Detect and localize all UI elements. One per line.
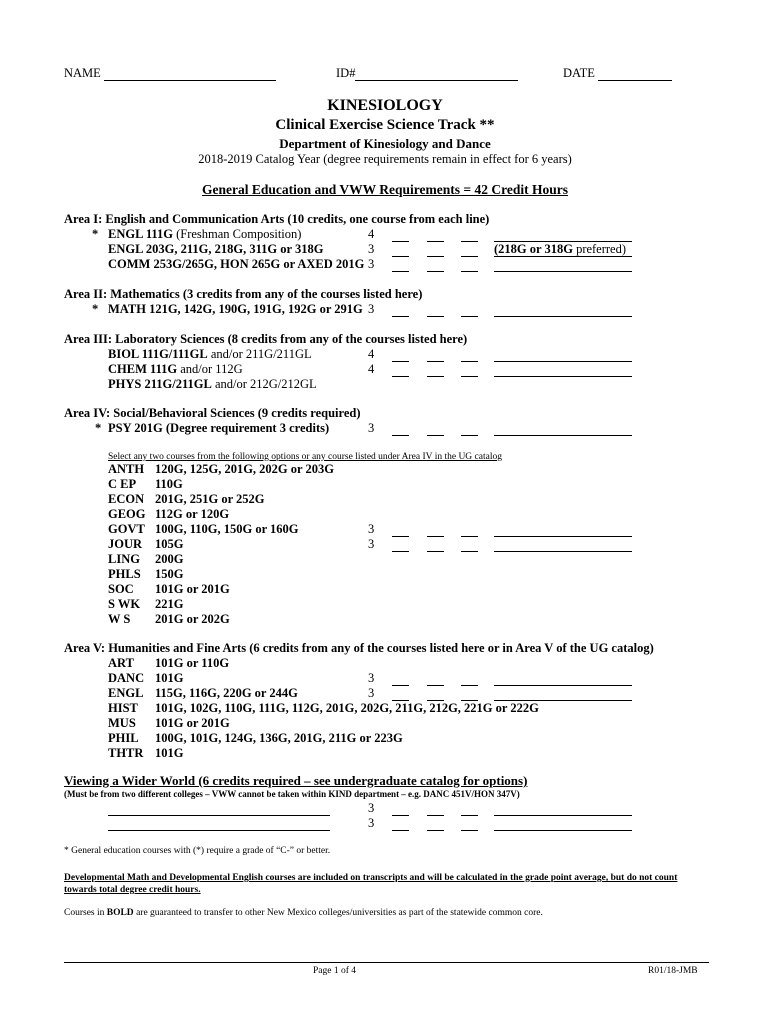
vww-heading: Viewing a Wider World (6 credits required – see undergraduate catalog for options) xyxy=(64,773,528,788)
semester-blank[interactable] xyxy=(392,536,409,537)
grade-footnote: * General education courses with (*) require a grade of “C-” or better. xyxy=(64,846,331,856)
course-line[interactable] xyxy=(494,316,632,317)
grade-blank[interactable] xyxy=(427,241,444,242)
area5-credits-2: 3 xyxy=(368,686,375,700)
area2-course: MATH 121G, 142G, 190G, 191G, 192G or 291G xyxy=(108,302,363,316)
hours-blank[interactable] xyxy=(461,815,478,816)
area2-star: * xyxy=(92,302,99,316)
date-field[interactable] xyxy=(598,80,672,81)
vww-credits-2: 3 xyxy=(368,816,375,830)
semester-blank[interactable] xyxy=(392,700,409,701)
hours-blank[interactable] xyxy=(461,256,478,257)
area1-preferred-note: (218G or 318G preferred) xyxy=(494,242,627,256)
semester-blank[interactable] xyxy=(392,376,409,377)
area4-credits-2: 3 xyxy=(368,537,375,551)
area5-credits-1: 3 xyxy=(368,671,375,685)
course-line[interactable] xyxy=(494,271,632,272)
hours-blank[interactable] xyxy=(461,551,478,552)
area4-course-codes: ANTH C EP ECON GEOG GOVT JOUR LING PHLS SOC S WK W S xyxy=(108,462,146,626)
grade-blank[interactable] xyxy=(427,316,444,317)
area5-heading: Area V: Humanities and Fine Arts (6 credits from any of the courses listed here or in Area V of the UG catalog) xyxy=(64,641,654,655)
section-heading: General Education and VWW Requirements = 42 Credit Hours xyxy=(202,182,568,197)
course-line[interactable] xyxy=(494,361,632,362)
area4-psy: PSY 201G (Degree requirement 3 credits) xyxy=(108,421,330,435)
grade-blank[interactable] xyxy=(427,815,444,816)
revision-code: R01/18-JMB xyxy=(648,966,698,976)
grade-blank[interactable] xyxy=(427,551,444,552)
hours-blank[interactable] xyxy=(461,316,478,317)
vww-credits-1: 3 xyxy=(368,801,375,815)
course-line[interactable] xyxy=(494,241,632,242)
developmental-footnote: Developmental Math and Developmental English courses are included on transcripts and will be calculated in the grade point average, but do not count towards total degree credit hours. xyxy=(64,873,678,895)
area2-heading: Area II: Mathematics (3 credits from any of the courses listed here) xyxy=(64,287,423,301)
semester-blank[interactable] xyxy=(392,361,409,362)
course-line[interactable] xyxy=(494,685,632,686)
area3-credits-2: 4 xyxy=(368,362,375,376)
vww-course-line[interactable] xyxy=(108,815,330,816)
department-title: Department of Kinesiology and Dance xyxy=(279,136,491,151)
course-line[interactable] xyxy=(494,551,632,552)
hours-blank[interactable] xyxy=(461,376,478,377)
name-field[interactable] xyxy=(104,80,276,81)
vww-note: (Must be from two different colleges – VWW cannot be taken within KIND department – e.g. DANC 451V/HON 347V) xyxy=(64,789,520,799)
area3-credits-1: 4 xyxy=(368,347,375,361)
grade-blank[interactable] xyxy=(427,700,444,701)
hours-blank[interactable] xyxy=(461,361,478,362)
area1-row-1: ENGL 111G (Freshman Composition) xyxy=(108,227,302,241)
grade-blank[interactable] xyxy=(427,376,444,377)
semester-blank[interactable] xyxy=(392,271,409,272)
hours-blank[interactable] xyxy=(461,685,478,686)
vww-course-line[interactable] xyxy=(108,830,330,831)
course-line[interactable] xyxy=(494,815,632,816)
semester-blank[interactable] xyxy=(392,815,409,816)
footer-divider xyxy=(64,962,709,963)
area4-credits-1: 3 xyxy=(368,522,375,536)
hours-blank[interactable] xyxy=(461,241,478,242)
grade-blank[interactable] xyxy=(427,361,444,362)
area1-star-1: * xyxy=(92,227,99,241)
area5-course-codes: ART DANC ENGL HIST MUS PHIL THTR xyxy=(108,656,145,760)
area4-heading: Area IV: Social/Behavioral Sciences (9 credits required) xyxy=(64,406,361,420)
hours-blank[interactable] xyxy=(461,435,478,436)
id-field[interactable] xyxy=(355,80,518,81)
hours-blank[interactable] xyxy=(461,830,478,831)
hours-blank[interactable] xyxy=(461,271,478,272)
grade-blank[interactable] xyxy=(427,536,444,537)
course-line[interactable] xyxy=(494,536,632,537)
id-label: ID# xyxy=(336,66,356,80)
catalog-year: 2018-2019 Catalog Year (degree requirements remain in effect for 6 years) xyxy=(198,152,572,166)
area3-row-3: PHYS 211G/211GL and/or 212G/212GL xyxy=(108,377,317,391)
area5-course-lists: 101G or 110G 101G 115G, 116G, 220G or 244G 101G, 102G, 110G, 111G, 112G, 201G, 202G, 211G, 212G, 221G or 222G 101G or 201G 100G, 101G, 124G, 136G, 201G, 211G or 223G 101G xyxy=(155,656,539,760)
area3-row-2: CHEM 111G and/or 112G xyxy=(108,362,243,376)
semester-blank[interactable] xyxy=(392,551,409,552)
date-label: DATE xyxy=(563,66,595,80)
grade-blank[interactable] xyxy=(427,830,444,831)
page-title: KINESIOLOGY xyxy=(327,97,443,114)
semester-blank[interactable] xyxy=(392,316,409,317)
semester-blank[interactable] xyxy=(392,256,409,257)
grade-blank[interactable] xyxy=(427,256,444,257)
area4-psy-credits: 3 xyxy=(368,421,375,435)
page-number: Page 1 of 4 xyxy=(313,966,357,976)
area4-select-note: Select any two courses from the following options or any course listed under Area IV in the UG catalog xyxy=(108,452,502,462)
hours-blank[interactable] xyxy=(461,536,478,537)
area1-credits-1: 4 xyxy=(368,227,375,241)
grade-blank[interactable] xyxy=(427,435,444,436)
semester-blank[interactable] xyxy=(392,685,409,686)
course-line[interactable] xyxy=(494,435,632,436)
hours-blank[interactable] xyxy=(461,700,478,701)
area3-heading: Area III: Laboratory Sciences (8 credits from any of the courses listed here) xyxy=(64,332,468,346)
area4-star: * xyxy=(95,421,102,435)
course-line[interactable] xyxy=(494,830,632,831)
semester-blank[interactable] xyxy=(392,241,409,242)
area2-credits: 3 xyxy=(368,302,375,316)
grade-blank[interactable] xyxy=(427,685,444,686)
name-label: NAME xyxy=(64,66,101,80)
area1-heading: Area I: English and Communication Arts (10 credits, one course from each line) xyxy=(64,212,490,226)
track-title: Clinical Exercise Science Track ** xyxy=(275,117,495,133)
area1-credits-3: 3 xyxy=(368,257,375,271)
semester-blank[interactable] xyxy=(392,830,409,831)
area1-row-2: ENGL 203G, 211G, 218G, 311G or 318G xyxy=(108,242,324,256)
area1-row-3: COMM 253G/265G, HON 265G or AXED 201G xyxy=(108,257,365,271)
area4-course-lists: 120G, 125G, 201G, 202G or 203G 110G 201G, 251G or 252G 112G or 120G 100G, 110G, 150G or 160G 105G 200G 150G 101G or 201G 221G 201G or 202G xyxy=(155,462,334,626)
course-line[interactable] xyxy=(494,700,632,701)
course-line[interactable] xyxy=(494,256,632,257)
semester-blank[interactable] xyxy=(392,435,409,436)
course-line[interactable] xyxy=(494,376,632,377)
area1-credits-2: 3 xyxy=(368,242,375,256)
grade-blank[interactable] xyxy=(427,271,444,272)
area3-row-1: BIOL 111G/111GL and/or 211G/211GL xyxy=(108,347,312,361)
bold-footnote: Courses in BOLD are guaranteed to transfer to other New Mexico colleges/universities as part of the statewide common core. xyxy=(64,908,543,918)
